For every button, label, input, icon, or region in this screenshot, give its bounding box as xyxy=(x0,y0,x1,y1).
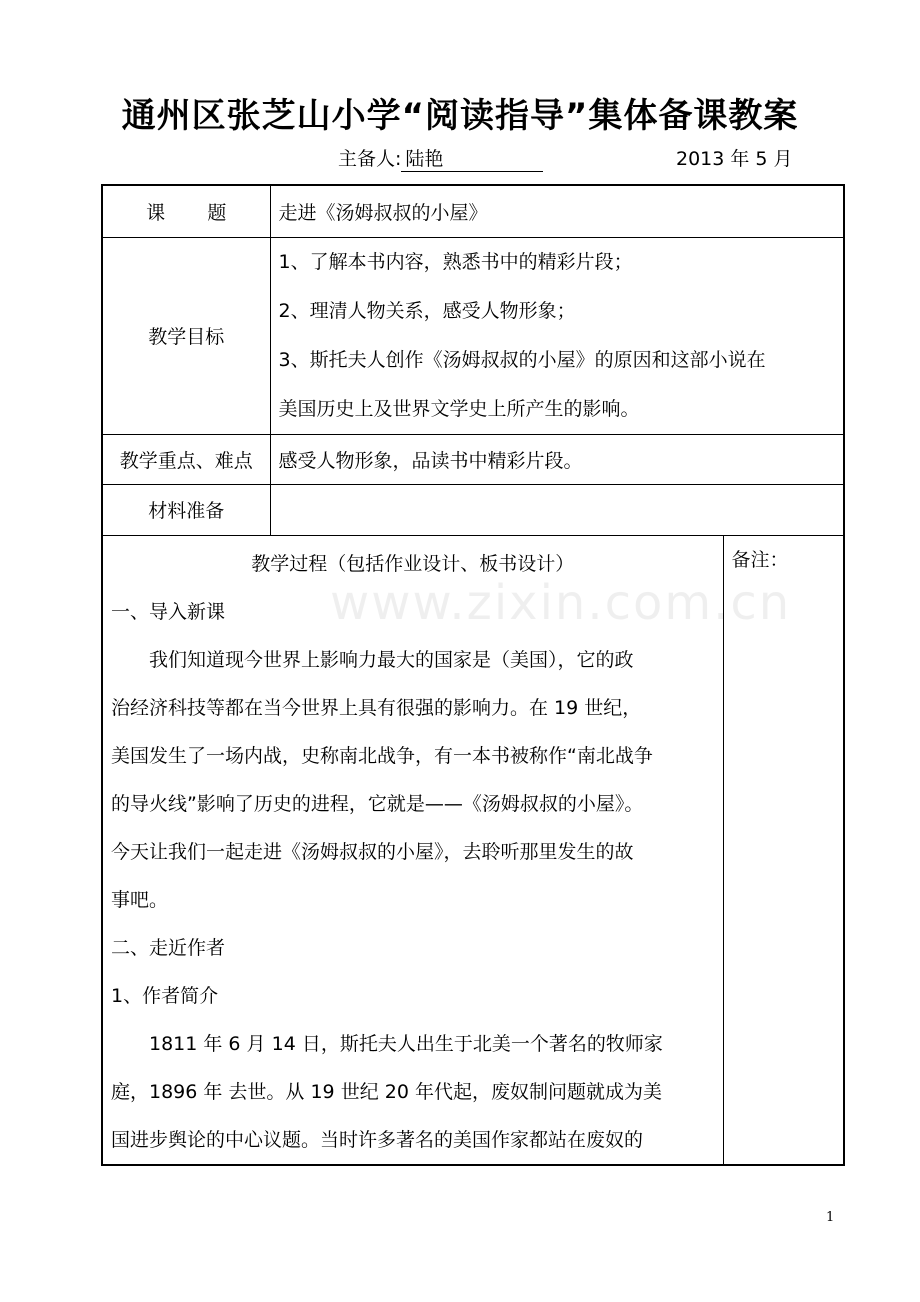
document-title: 通州区张芝山小学“阅读指导”集体备课教案 xyxy=(121,96,799,136)
key-label: 教学重点、难点 xyxy=(102,434,270,484)
page-number: 1 xyxy=(826,1210,835,1225)
preparer-name: 陆艳 xyxy=(401,147,543,172)
process-line: 治经济科技等都在当今世界上具有很强的影响力。在 19 世纪， xyxy=(111,696,642,719)
process-row xyxy=(102,535,844,1165)
process-line: 国进步舆论的中心议题。当时许多著名的美国作家都站在废奴的 xyxy=(111,1128,644,1151)
process-line: 事吧。 xyxy=(111,888,169,911)
process-title: 教学过程（包括作业设计、板书设计） xyxy=(251,552,575,575)
goal-item: 美国历史上及世界文学史上所产生的影响。 xyxy=(278,397,640,420)
key-value: 感受人物形象，品读书中精彩片段。 xyxy=(270,434,844,484)
remark-cell xyxy=(723,535,844,1165)
goal-item: 3、斯托夫人创作《汤姆叔叔的小屋》的原因和这部小说在 xyxy=(278,348,766,371)
process-line: 我们知道现今世界上影响力最大的国家是（美国），它的政 xyxy=(149,648,634,671)
materials-row xyxy=(102,484,844,535)
key-row xyxy=(102,434,844,484)
watermark: www.zixin.com.cn xyxy=(330,575,792,631)
remark-label: 备注： xyxy=(731,548,789,571)
topic-row xyxy=(102,185,844,237)
lesson-plan-table xyxy=(101,184,845,1166)
materials-value xyxy=(270,484,844,535)
topic-value: 走进《汤姆叔叔的小屋》 xyxy=(270,185,844,237)
process-line: 的导火线”影响了历史的进程，它就是——《汤姆叔叔的小屋》。 xyxy=(111,792,644,815)
process-lines xyxy=(111,588,715,1164)
process-line: 1、作者简介 xyxy=(111,984,219,1007)
process-line: 1811 年 6 月 14 日，斯托夫人出生于北美一个著名的牧师家 xyxy=(149,1032,663,1055)
process-line: 今天让我们一起走进《汤姆叔叔的小屋》，去聆听那里发生的故 xyxy=(111,840,634,863)
goal-item: 1、了解本书内容，熟悉书中的精彩片段； xyxy=(278,250,633,273)
process-line: 美国发生了一场内战，史称南北战争，有一本书被称作“南北战争 xyxy=(111,744,653,767)
goals-content xyxy=(270,237,844,434)
goals-row xyxy=(102,237,844,434)
materials-label: 材料准备 xyxy=(102,484,270,535)
process-line: 二、走近作者 xyxy=(111,936,226,959)
document-date: 2013 年 5 月 xyxy=(676,148,793,170)
goal-item: 2、理清人物关系，感受人物形象； xyxy=(278,299,576,322)
preparer xyxy=(338,144,543,172)
goals-label: 教学目标 xyxy=(102,237,270,434)
preparer-label: 主备人: xyxy=(338,148,402,170)
process-line: 一、导入新课 xyxy=(111,600,226,623)
process-line: 庭，1896 年 去世。从 19 世纪 20 年代起，废奴制问题就成为美 xyxy=(111,1080,662,1103)
topic-label: 课 题 xyxy=(102,185,270,237)
process-content xyxy=(102,535,723,1165)
